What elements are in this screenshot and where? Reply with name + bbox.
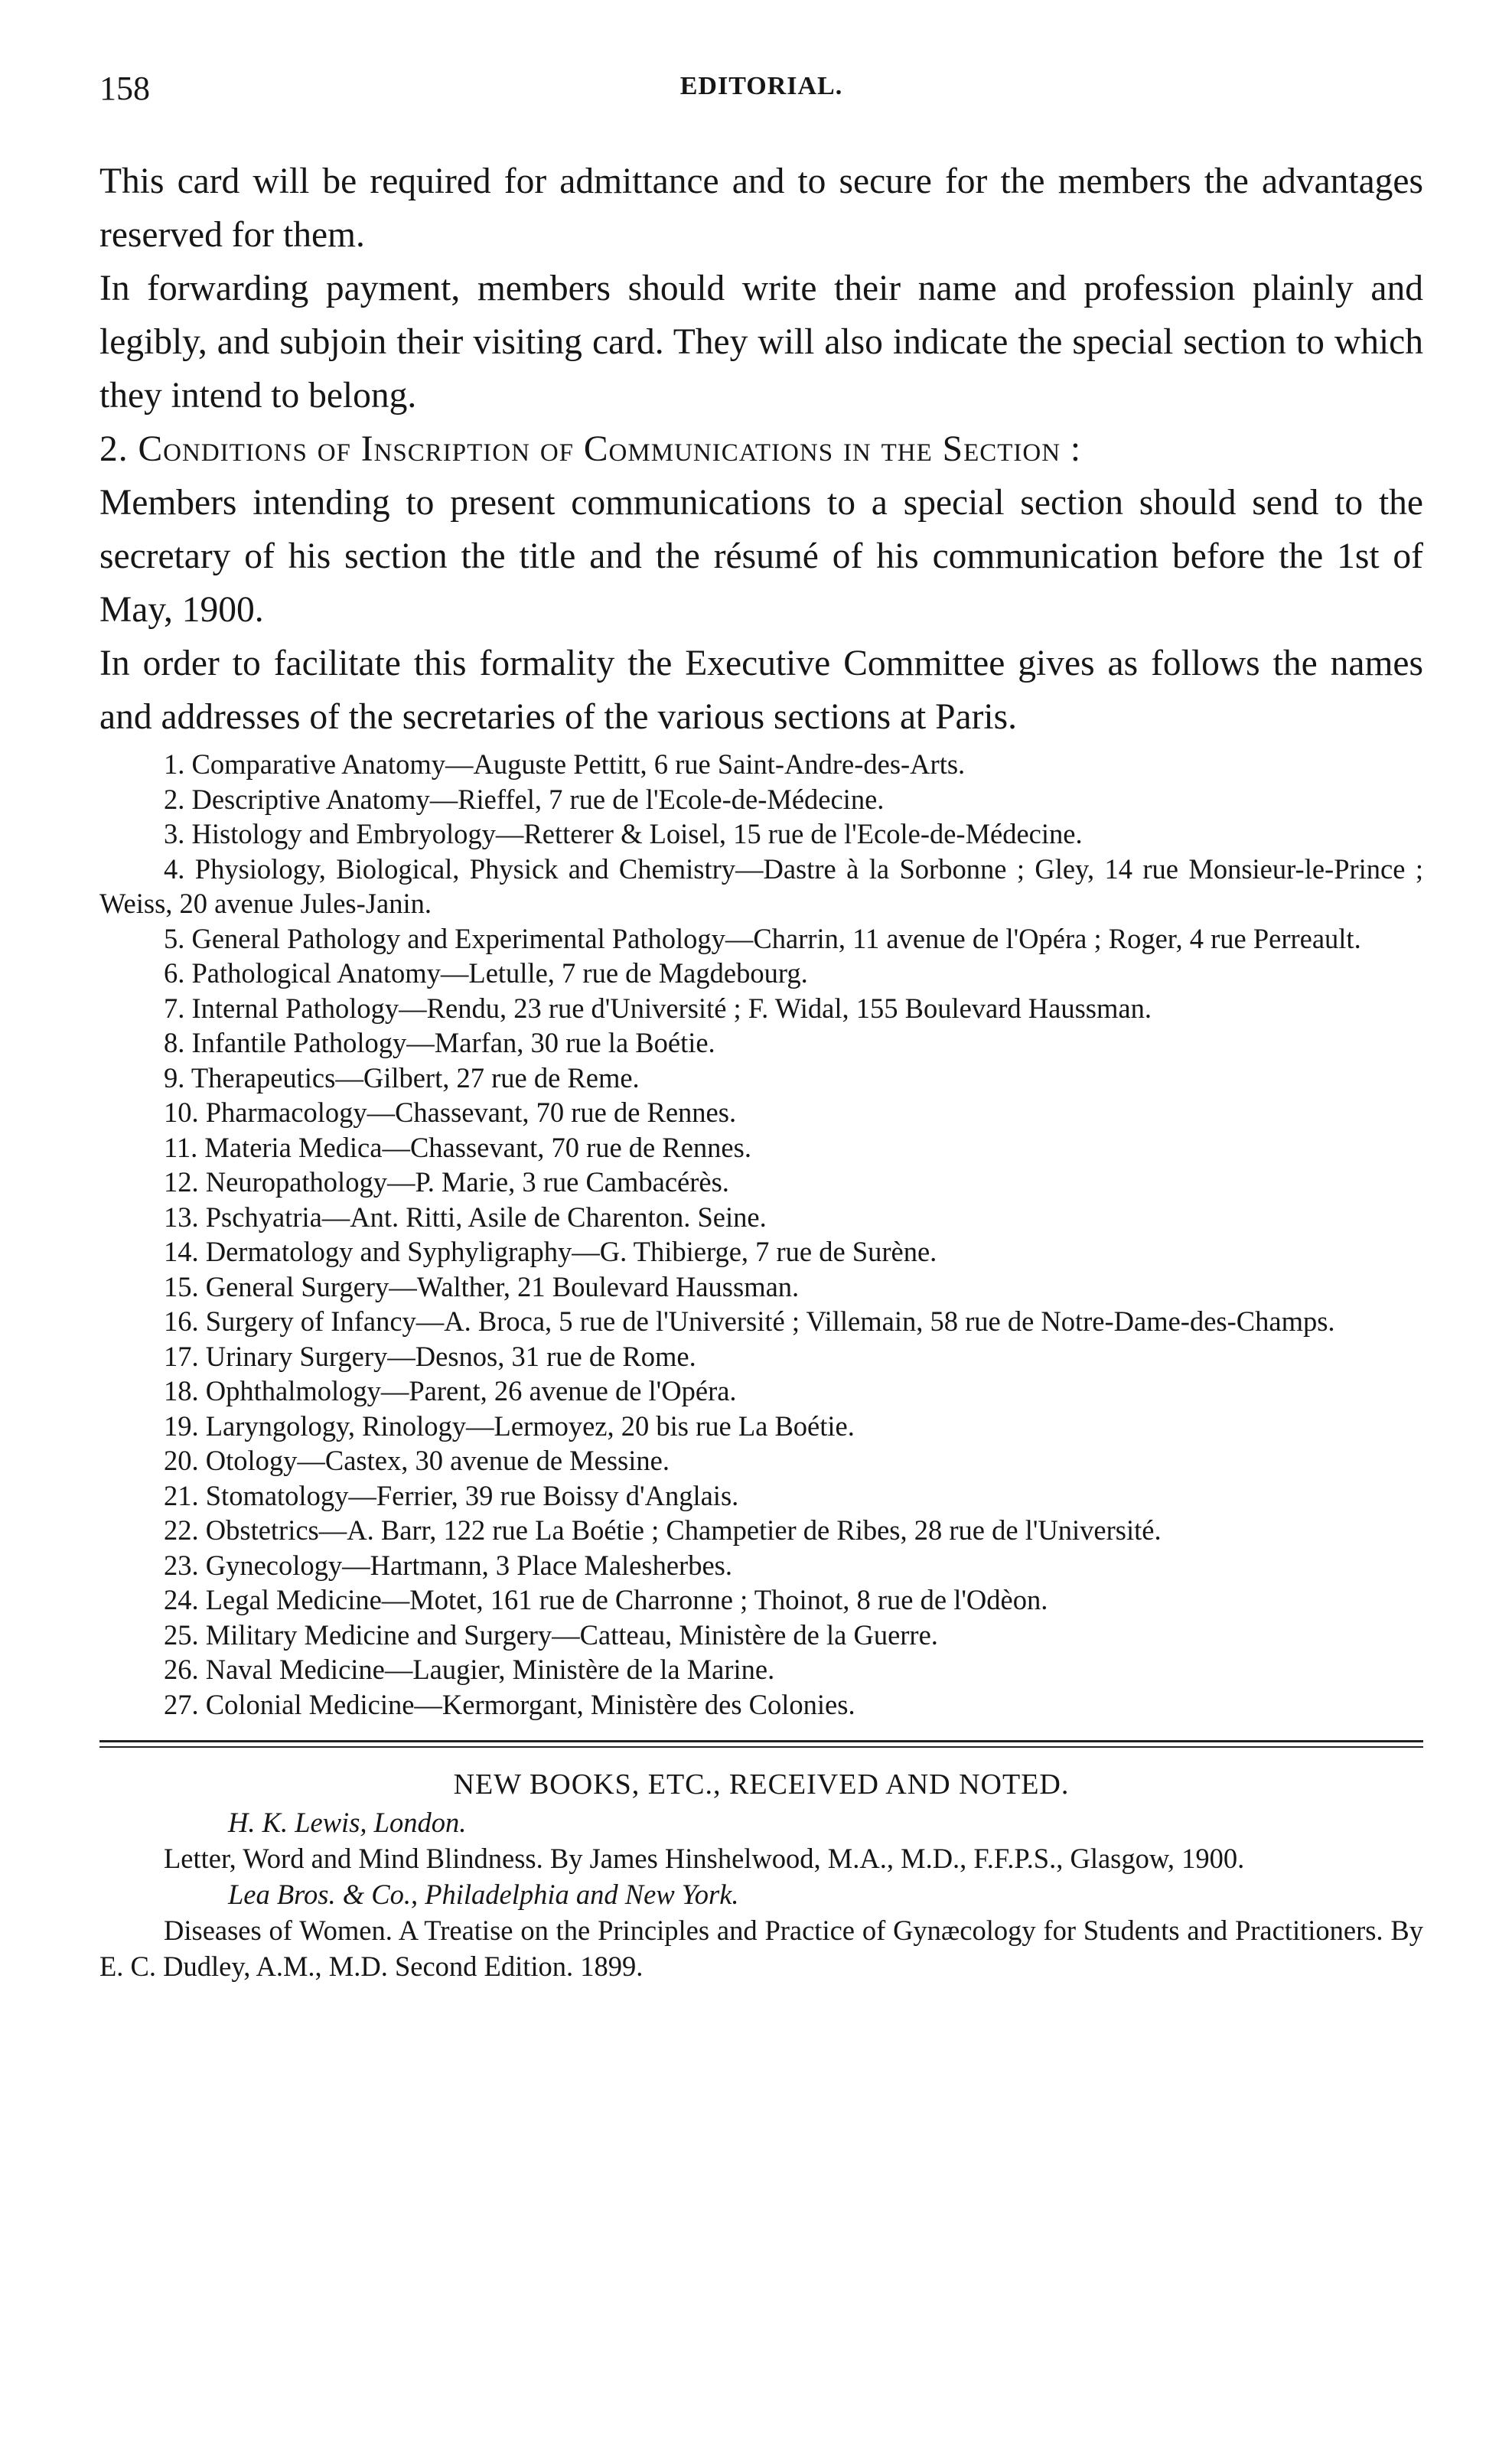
list-item: 21. Stomatology—Ferrier, 39 rue Boissy d'Anglais. bbox=[164, 1479, 739, 1511]
list-item: 16. Surgery of Infancy—A. Broca, 5 rue de l'Université ; Villemain, 58 rue de Notre-Dame-des-Champs. bbox=[164, 1305, 1335, 1337]
book-entry: Letter, Word and Mind Blindness. By James Hinshelwood, M.A., M.D., F.F.P.S., Glasgow, 1900. bbox=[164, 1843, 1245, 1874]
page-number: 158 bbox=[99, 70, 150, 107]
list-item: 25. Military Medicine and Surgery—Catteau, Ministère de la Guerre. bbox=[164, 1618, 938, 1651]
publisher-line: Lea Bros. & Co., Philadelphia and New York. bbox=[228, 1879, 739, 1910]
running-title: EDITORIAL. bbox=[679, 72, 843, 100]
paragraph: In order to facilitate this formality the Executive Committee gives as follows the names and addresses of the secretaries of the various sections at Paris. bbox=[99, 644, 1423, 737]
double-rule-divider bbox=[99, 1740, 1423, 1748]
page-header bbox=[99, 69, 1423, 115]
list-item: 3. Histology and Embryology—Retterer & Loisel, 15 rue de l'Ecole-de-Médecine. bbox=[164, 818, 1083, 849]
list-item: 11. Materia Medica—Chassevant, 70 rue de Rennes. bbox=[164, 1131, 751, 1163]
paragraph: This card will be required for admittance and to secure for the members the advantages reserved for them. bbox=[99, 161, 1423, 255]
list-item: 4. Physiology, Biological, Physick and Chemistry—Dastre à la Sorbonne ; Gley, 14 rue Monsieur-le-Prince ; Weiss, 20 avenue Jules-Janin. bbox=[99, 852, 1423, 919]
list-item: 7. Internal Pathology—Rendu, 23 rue d'Université ; F. Widal, 155 Boulevard Haussman. bbox=[164, 992, 1152, 1024]
secretaries-list bbox=[99, 747, 1423, 1722]
list-item: 17. Urinary Surgery—Desnos, 31 rue de Rome. bbox=[164, 1340, 696, 1372]
section-heading: 2. Conditions of Inscription of Communications in the Section : bbox=[99, 429, 1082, 469]
books-section-title: NEW BOOKS, ETC., RECEIVED AND NOTED. bbox=[453, 1768, 1070, 1801]
publisher-line: H. K. Lewis, London. bbox=[228, 1807, 467, 1838]
list-item: 2. Descriptive Anatomy—Rieffel, 7 rue de l'Ecole-de-Médecine. bbox=[164, 783, 885, 815]
list-item: 19. Laryngology, Rinology—Lermoyez, 20 bis rue La Boétie. bbox=[164, 1410, 855, 1442]
paragraph: In forwarding payment, members should write their name and profession plainly and legibly, and subjoin their visiting card. They will also indicate the special section to which they intend to belong. bbox=[99, 269, 1423, 416]
body-text bbox=[99, 155, 1423, 744]
list-item: 13. Pschyatria—Ant. Ritti, Asile de Charenton. Seine. bbox=[164, 1201, 767, 1233]
books-list bbox=[99, 1804, 1423, 1984]
list-item: 24. Legal Medicine—Motet, 161 rue de Charronne ; Thoinot, 8 rue de l'Odèon. bbox=[164, 1584, 1048, 1615]
page bbox=[99, 69, 1423, 1984]
list-item: 22. Obstetrics—A. Barr, 122 rue La Boétie ; Champetier de Ribes, 28 rue de l'Université. bbox=[164, 1514, 1162, 1546]
list-item: 8. Infantile Pathology—Marfan, 30 rue la Boétie. bbox=[164, 1027, 715, 1058]
list-item: 15. General Surgery—Walther, 21 Boulevard Haussman. bbox=[164, 1270, 800, 1302]
list-item: 18. Ophthalmology—Parent, 26 avenue de l'Opéra. bbox=[164, 1375, 737, 1406]
list-item: 5. General Pathology and Experimental Pathology—Charrin, 11 avenue de l'Opéra ; Roger, 4 rue Perreault. bbox=[164, 922, 1361, 954]
list-item: 23. Gynecology—Hartmann, 3 Place Malesherbes. bbox=[164, 1549, 732, 1581]
list-item: 20. Otology—Castex, 30 avenue de Messine. bbox=[164, 1445, 670, 1476]
list-item: 10. Pharmacology—Chassevant, 70 rue de Rennes. bbox=[164, 1097, 737, 1128]
list-item: 1. Comparative Anatomy—Auguste Pettitt, 6 rue Saint-Andre-des-Arts. bbox=[164, 748, 966, 780]
list-item: 6. Pathological Anatomy—Letulle, 7 rue de Magdebourg. bbox=[164, 957, 808, 989]
list-item: 14. Dermatology and Syphyligraphy—G. Thibierge, 7 rue de Surène. bbox=[164, 1236, 937, 1267]
list-item: 27. Colonial Medicine—Kermorgant, Ministère des Colonies. bbox=[164, 1688, 855, 1720]
paragraph: Members intending to present communications to a special section should send to the secretary of his section the title and the résumé of his communication before the 1st of May, 1900. bbox=[99, 483, 1423, 630]
list-item: 12. Neuropathology—P. Marie, 3 rue Cambacérès. bbox=[164, 1166, 729, 1198]
list-item: 26. Naval Medicine—Laugier, Ministère de la Marine. bbox=[164, 1654, 775, 1685]
book-entry: Diseases of Women. A Treatise on the Principles and Practice of Gynæcology for Students and Practitioners. By E. C. Dudley, A.M., M.D. Second Edition. 1899. bbox=[99, 1915, 1423, 1982]
list-item: 9. Therapeutics—Gilbert, 27 rue de Reme. bbox=[164, 1061, 640, 1093]
